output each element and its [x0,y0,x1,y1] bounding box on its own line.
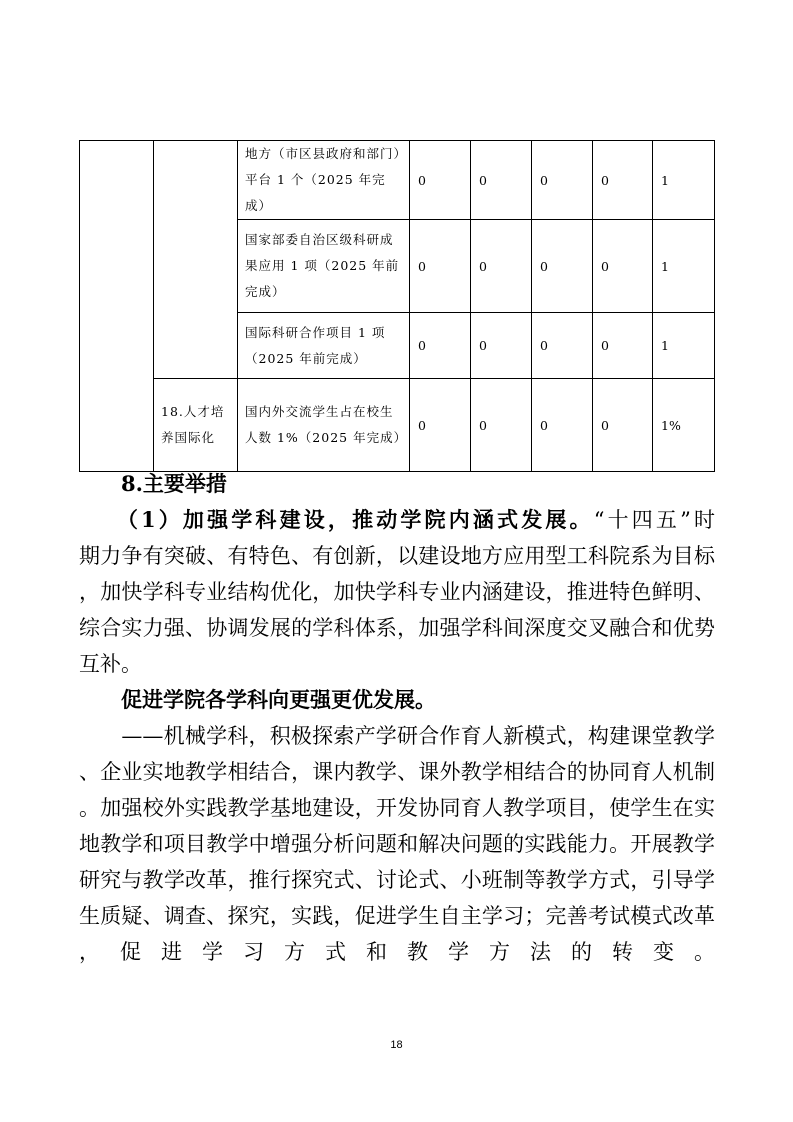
value-cell: 0 [410,313,471,379]
paragraph-line: 生质疑、调查、探究，实践，促进学生自主学习；完善考试模式改革 [79,904,715,928]
measures-section [79,466,715,1006]
value-cell: 0 [593,141,653,220]
value-cell: 0 [471,141,532,220]
value-cell: 0 [471,379,532,472]
value-cell: 0 [471,313,532,379]
paragraph-2 [79,718,715,1006]
goal-cell: 地方（市区县政府和部门）平台 1 个（2025 年完成） [238,141,410,220]
value-cell: 0 [593,220,653,313]
goal-cell: 国家部委自治区级科研成果应用 1 项（2025 年前完成） [238,220,410,313]
paragraph-1 [79,502,715,682]
sub-heading: 促进学院各学科向更强更优发展。 [121,687,436,712]
value-cell: 1 [653,220,715,313]
paragraph-line [79,970,715,1006]
item-cell: 18.人才培养国际化 [154,379,238,472]
goal-cell: 国际科研合作项目 1 项（2025 年前完成） [238,313,410,379]
paragraph-line: 期力争有突破、有特色、有创新，以建设地方应用型工科院系为目标 [79,544,715,568]
value-cell: 0 [410,379,471,472]
value-cell: 0 [471,220,532,313]
paragraph-line: 综合实力强、协调发展的学科体系，加强学科间深度交叉融合和优势 [79,616,715,640]
paragraph-line: 互补。 [79,652,142,676]
table-row [80,379,715,472]
plan-table [79,140,715,472]
goal-cell: 国内外交流学生占在校生人数 1%（2025 年完成） [238,379,410,472]
paragraph-line: ——机械学科，积极探索产学研合作育人新模式，构建课堂教学 [79,724,715,748]
paragraph-line: 研究与教学改革，推行探究式、讨论式、小班制等教学方式，引导学 [79,868,715,892]
value-cell: 0 [532,141,593,220]
category-cell [80,141,154,472]
paragraph-line: ，促进学习方式和教学方法的转变。 [79,940,715,964]
paragraph-line: 。加强校外实践教学基地建设，开发协同育人教学项目，使学生在实 [79,796,715,820]
section-heading: 8.主要举措 [121,471,227,496]
paragraph-line: ，加快学科专业结构优化，加快学科专业内涵建设，推进特色鲜明、 [79,580,715,604]
value-cell: 1 [653,313,715,379]
value-cell: 0 [410,220,471,313]
value-cell: 0 [532,379,593,472]
value-cell: 0 [532,313,593,379]
table-row [80,141,715,220]
value-cell: 0 [410,141,471,220]
value-cell: 0 [593,313,653,379]
paragraph-line: 地教学和项目教学中增强分析问题和解决问题的实践能力。开展教学 [79,832,715,856]
item-cell [154,141,238,379]
value-cell: 0 [532,220,593,313]
paragraph-line: 、企业实地教学相结合，课内教学、课外教学相结合的协同育人机制 [79,760,715,784]
value-cell: 1 [653,141,715,220]
page-number: 18 [390,1039,403,1051]
value-cell: 0 [593,379,653,472]
value-cell: 1% [653,379,715,472]
paragraph-line: （1）加强学科建设，推动学院内涵式发展。“十四五”时 [127,507,715,532]
